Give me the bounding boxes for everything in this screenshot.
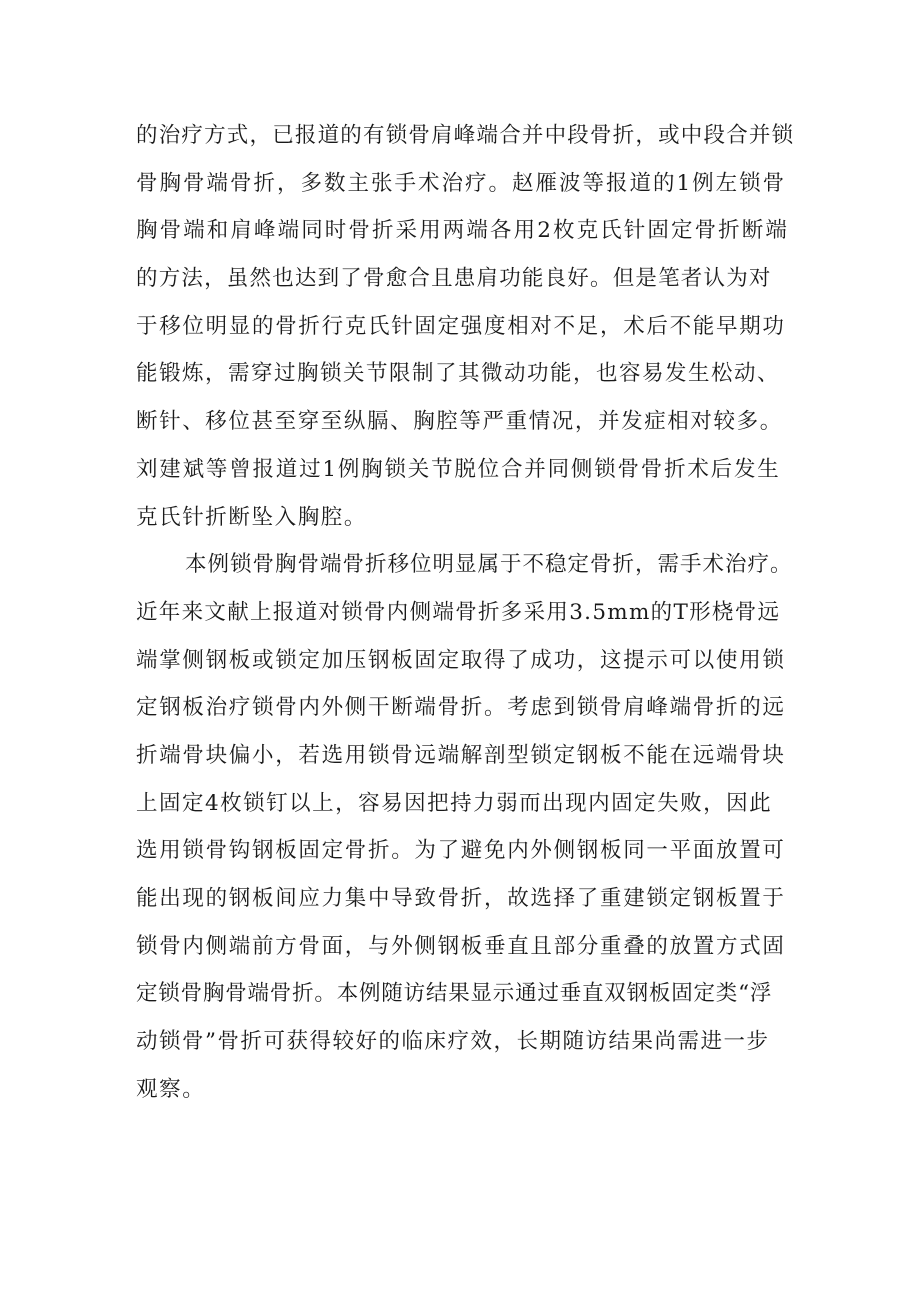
text-line: 折端骨块偏小，若选用锁骨远端解剖型锁定钢板不能在远端骨块: [136, 742, 786, 768]
text-line: 锁骨内侧端前方骨面，与外侧钢板垂直且部分重叠的放置方式固: [136, 933, 786, 959]
text-line: 定钢板治疗锁骨内外侧干断端骨折。考虑到锁骨肩峰端骨折的远: [136, 695, 786, 721]
paragraph-2: [136, 541, 796, 1113]
text-line: 克氏针折断坠入胸腔。: [136, 504, 368, 530]
text-line: 能出现的钢板间应力集中导致骨折，故选择了重建锁定钢板置于: [136, 886, 786, 911]
text-line: 定锁骨胸骨端骨折。本例随访结果显示通过垂直双钢板固定类“浮: [136, 981, 773, 1007]
text-line: 胸骨端和肩峰端同时骨折采用两端各用2枚克氏针固定骨折断端: [136, 218, 789, 244]
text-line: 断针、移位甚至穿至纵膈、胸腔等严重情况，并发症相对较多。: [136, 409, 783, 435]
body-text: [136, 112, 796, 1113]
text-line: 选用锁骨钩钢板固定骨折。为了避免内外侧钢板同一平面放置可: [136, 838, 786, 864]
text-line: 观察。: [136, 1076, 206, 1102]
text-line: 于移位明显的骨折行克氏针固定强度相对不足，术后不能早期功: [136, 313, 786, 339]
text-line: 动锁骨”骨折可获得较好的临床疗效，长期随访结果尚需进一步: [136, 1029, 770, 1055]
text-line: 的治疗方式，已报道的有锁骨肩峰端合并中段骨折，或中段合并锁: [136, 123, 795, 148]
text-line: 骨胸骨端骨折，多数主张手术治疗。赵雁波等报道的1例左锁骨: [136, 170, 787, 196]
text-line: 近年来文献上报道对锁骨内侧端骨折多采用3.5mm的T形桡骨远: [136, 599, 781, 625]
text-line: 刘建斌等曾报道过1例胸锁关节脱位合并同侧锁骨骨折术后发生: [136, 456, 781, 482]
text-line: 本例锁骨胸骨端骨折移位明显属于不稳定骨折，需手术治疗。: [185, 552, 793, 578]
text-line: 上固定4枚锁钉以上，容易因把持力弱而出现内固定失败，因此: [136, 790, 773, 816]
text-line: 端掌侧钢板或锁定加压钢板固定取得了成功，这提示可以使用锁: [136, 647, 786, 673]
text-line: 能锻炼，需穿过胸锁关节限制了其微动功能，也容易发生松动、: [136, 361, 781, 387]
paragraph-1: [136, 112, 796, 541]
text-line: 的方法，虽然也达到了骨愈合且患肩功能良好。但是笔者认为对: [136, 266, 772, 292]
